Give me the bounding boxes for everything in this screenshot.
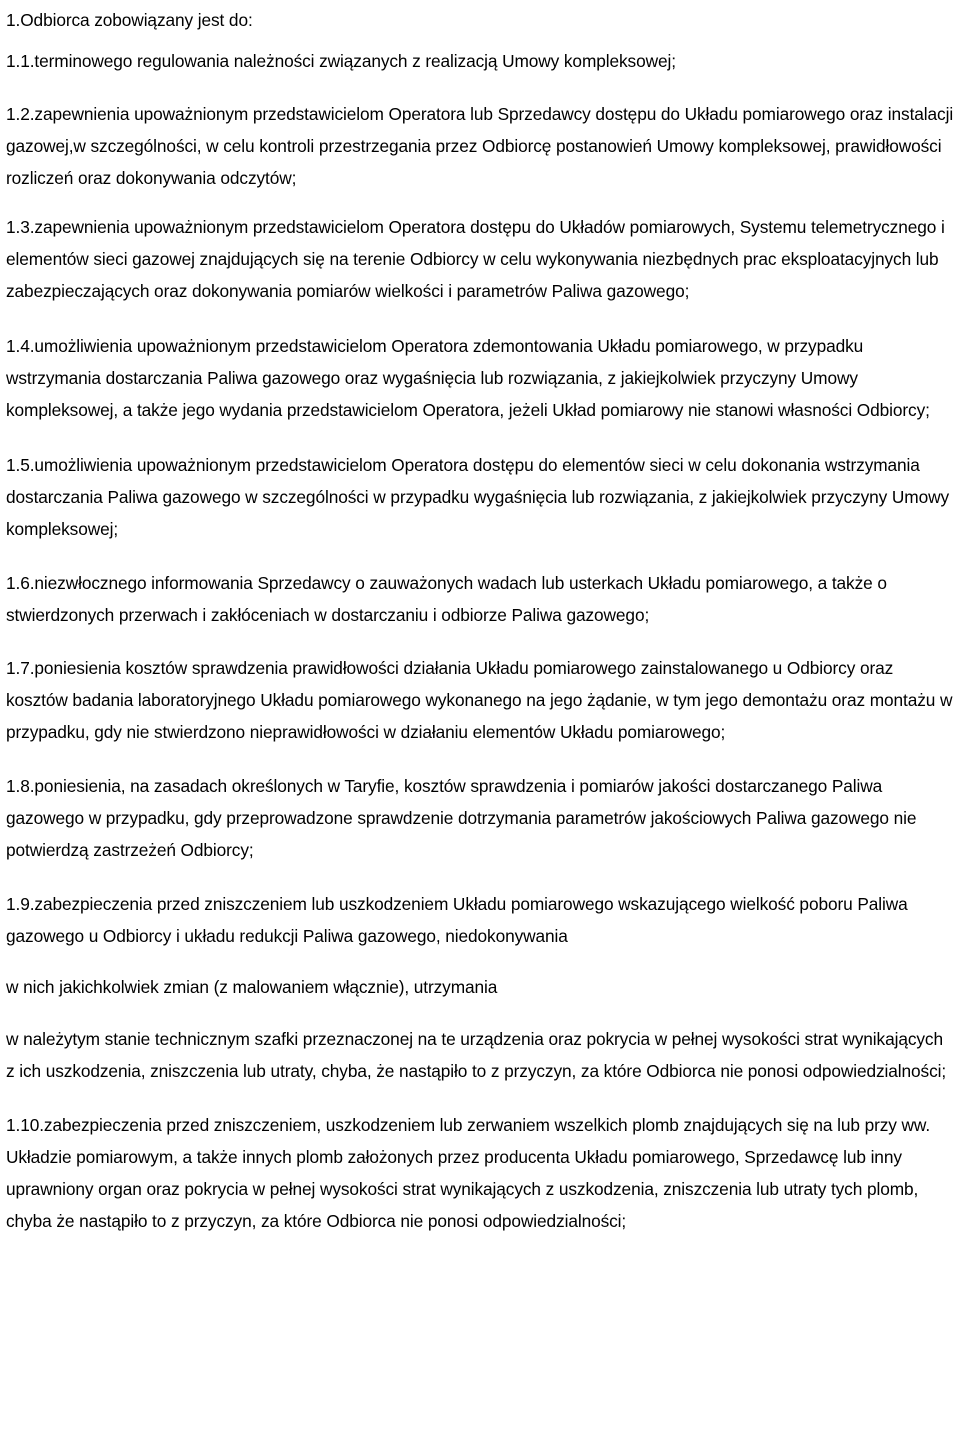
- clause-1-3: 1.3.zapewnienia upoważnionym przedstawicielom Operatora dostępu do Układów pomiarowych, Systemu telemetrycznego i elementów sieci gazowej znajdujących się na terenie Odbiorcy w celu wykonywania niezbędnych prac eksploatacyjnych lub zabezpieczających oraz dokonywania pomiarów wielkości i parametrów Paliwa gazowego;: [6, 217, 945, 301]
- clause-1-1: 1.1.terminowego regulowania należności związanych z realizacją Umowy kompleksowej;: [6, 51, 676, 71]
- clause-1-9-part-2: w nich jakichkolwiek zmian (z malowaniem włącznie), utrzymania: [6, 977, 498, 997]
- clause-1-6: 1.6.niezwłocznego informowania Sprzedawcy o zauważonych wadach lub usterkach Układu pomiarowego, a także o stwierdzonych przerwach i zakłóceniach w dostarczaniu i odbiorze Paliwa gazowego;: [6, 573, 887, 625]
- clause-1-2: 1.2.zapewnienia upoważnionym przedstawicielom Operatora lub Sprzedawcy dostępu do Układu pomiarowego oraz instalacji gazowej,w szczególności, w celu kontroli przestrzegania przez Odbiorcę postanowień Umowy kompleksowej, prawidłowości rozliczeń oraz dokonywania odczytów;: [6, 104, 954, 188]
- document-body: [6, 0, 956, 1237]
- clause-1-5: 1.5.umożliwienia upoważnionym przedstawicielom Operatora dostępu do elementów sieci w celu dokonania wstrzymania dostarczania Paliwa gazowego w szczególności w przypadku wygaśnięcia lub rozwiązania, z jakiejkolwiek przyczyny Umowy kompleksowej;: [6, 455, 950, 539]
- clause-1-9-part-3: w należytym stanie technicznym szafki przeznaczonej na te urządzenia oraz pokrycia w pełnej wysokości strat wynikających z ich uszkodzenia, zniszczenia lub utraty, chyba, że nastąpiło to z przyczyn, za które Odbiorca nie ponosi odpowiedzialności;: [6, 1029, 947, 1081]
- section-heading: 1.Odbiorca zobowiązany jest do:: [6, 10, 253, 30]
- clause-1-4: 1.4.umożliwienia upoważnionym przedstawicielom Operatora zdemontowania Układu pomiarowego, w przypadku wstrzymania dostarczania Paliwa gazowego oraz wygaśnięcia lub rozwiązania, z jakiejkolwiek przyczyny Umowy kompleksowej, a także jego wydania przedstawicielom Operatora, jeżeli Układ pomiarowy nie stanowi własności Odbiorcy;: [6, 336, 930, 420]
- clause-1-10: 1.10.zabezpieczenia przed zniszczeniem, uszkodzeniem lub zerwaniem wszelkich plomb znajdujących się na lub przy ww. Układzie pomiarowym, a także innych plomb założonych przez producenta Układu pomiarowego, Sprzedawcę lub inny uprawniony organ oraz pokrycia w pełnej wysokości strat wynikających z uszkodzenia, zniszczenia lub utraty tych plomb, chyba że nastąpiło to z przyczyn, za które Odbiorca nie ponosi odpowiedzialności;: [6, 1115, 931, 1231]
- clause-1-7: 1.7.poniesienia kosztów sprawdzenia prawidłowości działania Układu pomiarowego zainstalowanego u Odbiorcy oraz kosztów badania laboratoryjnego Układu pomiarowego wykonanego na jego żądanie, w tym jego demontażu oraz montażu w przypadku, gdy nie stwierdzono nieprawidłowości w działaniu elementów Układu pomiarowego;: [6, 658, 953, 742]
- clause-1-8: 1.8.poniesienia, na zasadach określonych w Taryfie, kosztów sprawdzenia i pomiarów jakości dostarczanego Paliwa gazowego w przypadku, gdy przeprowadzone sprawdzenie dotrzymania parametrów jakościowych Paliwa gazowego nie potwierdzą zastrzeżeń Odbiorcy;: [6, 776, 917, 860]
- clause-1-9-part-1: 1.9.zabezpieczenia przed zniszczeniem lub uszkodzeniem Układu pomiarowego wskazującego wielkość poboru Paliwa gazowego u Odbiorcy i układu redukcji Paliwa gazowego, niedokonywania: [6, 894, 908, 946]
